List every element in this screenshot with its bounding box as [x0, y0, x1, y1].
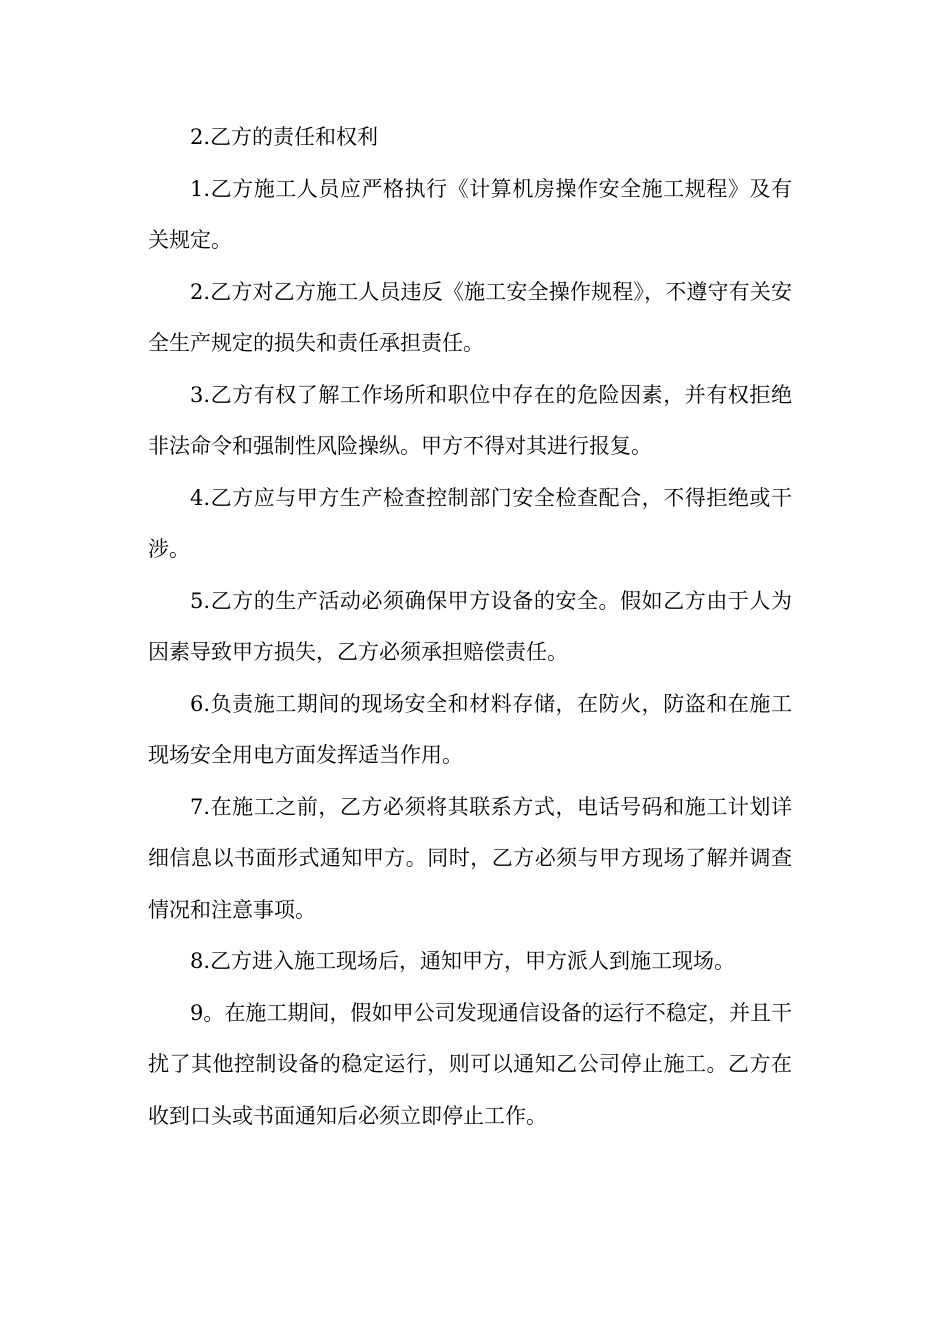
clause-5: 5.乙方的生产活动必须确保甲方设备的安全。假如乙方由于人为因素导致甲方损失，乙方必须承担赔偿责任。 [148, 588, 792, 664]
clause-9: 9。在施工期间，假如甲公司发现通信设备的运行不稳定，并且干扰了其他控制设备的稳定运行，则可以通知乙公司停止施工。乙方在收到口头或书面通知后必须立即停止工作。 [148, 1000, 792, 1128]
clause-8: 8.乙方进入施工现场后，通知甲方，甲方派人到施工现场。 [190, 949, 736, 973]
clause-1: 1.乙方施工人员应严格执行《计算机房操作安全施工规程》及有关规定。 [148, 176, 792, 252]
clause-3: 3.乙方有权了解工作场所和职位中存在的危险因素，并有权拒绝非法命令和强制性风险操纵。甲方不得对其进行报复。 [148, 382, 792, 458]
clause-4: 4.乙方应与甲方生产检查控制部门安全检查配合，不得拒绝或干涉。 [148, 485, 792, 561]
section-heading: 2.乙方的责任和权利 [190, 125, 379, 149]
clause-6: 6.负责施工期间的现场安全和材料存储，在防火，防盗和在施工现场安全用电方面发挥适当作用。 [148, 691, 792, 767]
document-body [148, 112, 792, 1142]
clause-7: 7.在施工之前，乙方必须将其联系方式，电话号码和施工计划详细信息以书面形式通知甲方。同时，乙方必须与甲方现场了解并调查情况和注意事项。 [148, 794, 792, 922]
clause-2: 2.乙方对乙方施工人员违反《施工安全操作规程》，不遵守有关安全生产规定的损失和责任承担责任。 [148, 279, 792, 355]
